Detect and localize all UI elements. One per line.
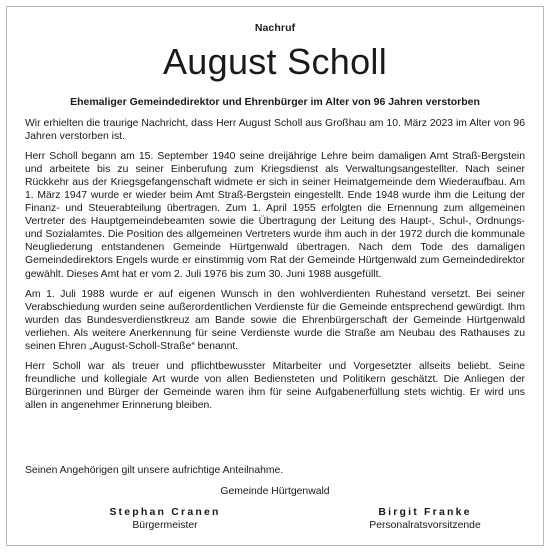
signatory-name: Birgit Franke: [378, 506, 472, 518]
signatory-role: Bürgermeister: [132, 520, 198, 531]
paragraph-retirement: Am 1. Juli 1988 wurde er auf eigenen Wunsch in den wohlverdienten Ruhestand versetzt. Bei seiner Verabschiedung wurden seine außerordentlichen Verdienste für die Gemeinde entsprechend gewürdigt. Ihm wurden das Bundesverdienstkreuz am Bande sowie die Ehrenbürgerschaft der Gemeinde Hürtgenwald verliehen. Als weitere Anerkennung für seine Verdienste wurde die Straße am Neubau des Rathauses zu seinen Ehren „August-Scholl-Straße“ benannt.: [25, 288, 525, 352]
header-label: Nachruf: [254, 22, 296, 34]
deceased-name: August Scholl: [162, 41, 388, 82]
signatory-name: Stephan Cranen: [109, 506, 221, 518]
paragraph-announcement: Wir erhielten die traurige Nachricht, dass Herr August Scholl aus Großhau am 10. März 2023 im Alter von 96 Jahren verstorben ist.: [25, 118, 525, 143]
condolence-line: Seinen Angehörigen gilt unsere aufrichtige Anteilnahme.: [25, 465, 284, 476]
paragraph-character: Herr Scholl war als treuer und pflichtbewusster Mitarbeiter und Vorgesetzter allseits beliebt. Seine freundliche und kollegiale Art wurde von allen Bediensteten und Politikern geschätzt. Die Anliegen der Bürgerinnen und Bürger der Gemeinde waren ihm für seine Aufgabenerfüllung stets wichtig. Er wird uns allen in angenehmer Erinnerung bleiben.: [25, 360, 525, 411]
paragraph-career: Herr Scholl begann am 15. September 1940 seine dreijährige Lehre beim damaligen Amt Straß-Bergstein und arbeitete bis zu seiner Einberufung zum Kriegsdienst als Verwaltungsangestellter. Nach seiner Rückkehr aus der Kriegsgefangenschaft widmete er sich in seiner Heimatgemeinde dem Wiederaufbau. Am 1. März 1947 wurde er wieder beim Amt Straß-Bergstein eingestellt. Ende 1948 wurde ihm die Leitung der Finanz- und Steuerabteilung übertragen. Zum 1. April 1955 erfolgten die Ernennung zum allgemeinen Vertreter des Hauptgemeindebeamten sowie die Übertragung der Leitung des Haupt-, Schul-, Ordnungs- und Sozialamtes. Die Position des allgemeinen Vertreters wurde ihm auch in der 1972 durch die kommunale Neugliederung entstandenen Gemeinde Hürtgenwald übertragen. Nach dem Tode des damaligen Gemeindedirektors Engels wurde er einstimmig vom Rat der Gemeinde Hürtgenwald zum Gemeindedirektor gewählt. Dieses Amt hat er vom 2. Juli 1976 bis zum 30. Juni 1988 ausgefüllt.: [25, 151, 525, 280]
signature-staff-council: [325, 505, 525, 532]
subtitle: Ehemaliger Gemeindedirektor und Ehrenbürger im Alter von 96 Jahren verstorben: [70, 96, 480, 108]
signatory-role: Personalratsvorsitzende: [369, 520, 481, 531]
organization-name: Gemeinde Hürtgenwald: [220, 486, 330, 497]
obituary-body: [25, 117, 525, 419]
signature-mayor: [65, 505, 265, 532]
